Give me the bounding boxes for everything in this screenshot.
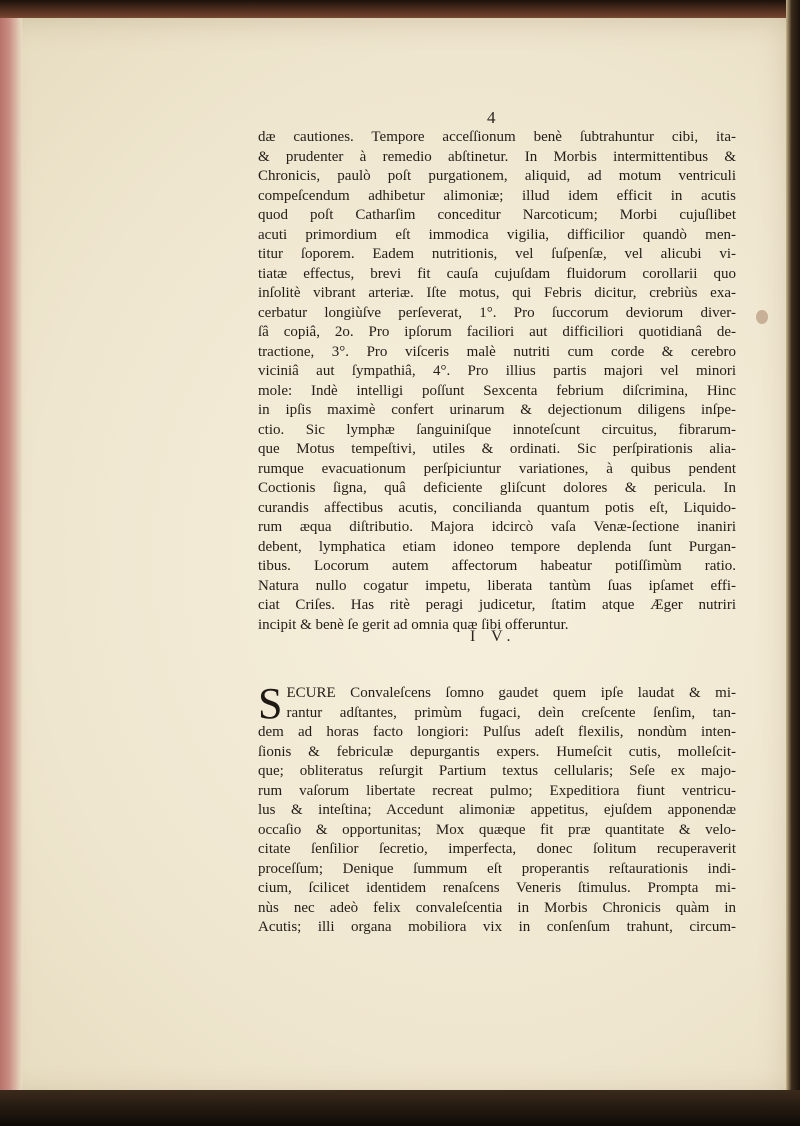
text-line: proceſſum; Denique ſummum eſt properantis reſtaurationis indi- <box>258 860 736 877</box>
text-line: Acutis; illi organa mobiliora vix in conſenſum trahunt, circum- <box>258 919 736 935</box>
paragraph-section-4 <box>258 679 736 938</box>
page-edge <box>0 18 22 1098</box>
text-line: curandis affectibus acutis, concilianda quantum potis eſt, Liquido- <box>258 499 736 516</box>
text-line: cerbatur longiùſve perſeverat, 1°. Pro ſuccorum deviorum diver- <box>258 304 736 321</box>
book-cover-edge <box>786 0 800 1126</box>
text-line: titur ſoporem. Eadem nutritionis, vel ſuſpenſæ, vel alicubi vi- <box>258 246 736 262</box>
text-line: dæ cautiones. Tempore acceſſionum benè ſubtrahuntur cibi, ita- <box>258 129 736 145</box>
text-line: tractione, 3°. Pro viſceris malè nutriti cum corde & cerebro <box>258 343 736 360</box>
text-line: incipit & benè ſe gerit ad omnia quæ ſibi offeruntur. <box>258 616 569 633</box>
text-line: occaſio & opportunitas; Mox quæque fit præ quantitate & velo- <box>258 821 736 838</box>
paper-stain <box>756 310 768 324</box>
section-heading: I V. <box>470 628 517 645</box>
text-line: ſâ copiâ, 2o. Pro ipſorum faciliori aut difficiliori quotidianâ de- <box>258 324 736 340</box>
page-number: 4 <box>487 108 496 127</box>
text-line: citate ſenſilior ſecretio, imperfecta, donec ſolitum recuperaverit <box>258 841 736 857</box>
text-line: dem ad horas facto longiori: Pulſus adeſt flexilis, nondùm inten- <box>258 724 736 740</box>
text-line: tibus. Locorum autem affectorum habeatur potiſſimùm ratio. <box>258 558 736 574</box>
text-line: cium, ſcilicet identidem renaſcens Veneris ſtimulus. Prompta mi- <box>258 880 736 896</box>
text-line: quod poſt Catharſim conceditur Narcoticum; Morbi cujuſlibet <box>258 207 736 223</box>
text-line: acuti primordium eſt immodica vigilia, difficilior quandò men- <box>258 226 736 243</box>
text-line: & prudenter à remedio abſtinetur. In Morbis intermittentibus & <box>258 148 736 165</box>
text-line: que Motus tempeſtivi, utiles & ordinati. Sic perſpirationis alia- <box>258 441 736 457</box>
drop-cap: S <box>258 679 283 728</box>
text-line: Chronicis, paulò poſt purgationem, aliquid, ad motum ventriculi <box>258 168 736 184</box>
text-line: ciat Criſes. Has ritè peragi judicetur, ſtatim atque Æger nutriri <box>258 597 736 613</box>
book-bottom-shadow <box>0 1090 800 1126</box>
paragraph-main <box>258 128 736 635</box>
text-line: rumque evacuationum perſpiciuntur variationes, à quibus pendent <box>258 460 736 477</box>
text-line: ECURE Convaleſcens ſomno gaudet quem ipſe laudat & mi- <box>286 685 736 701</box>
paragraph-section-4-body <box>258 723 736 938</box>
text-line: compeſcendum adhibetur alimoniæ; illud idem efficit in acutis <box>258 187 736 204</box>
text-line: inſolitè vibrant arteriæ. Iſte motus, qui Febris dicitur, crebriùs exa- <box>258 285 736 301</box>
text-line: lus & inteſtina; Accedunt alimoniæ appetitus, ejuſdem apponendæ <box>258 802 736 818</box>
text-line: que; obliteratus reſurgit Partium textus cellularis; Seſe ex majo- <box>258 763 736 779</box>
text-line: rum vaſorum libertate recreat pulmo; Expeditiora fiunt ventricu- <box>258 782 736 799</box>
text-line: Natura nullo cogatur impetu, liberata tantùm ſuas ipſamet effi- <box>258 577 736 594</box>
text-line: debent, lymphatica etiam idoneo tempore deplenda ſunt Purgan- <box>258 538 736 555</box>
text-line: tiatæ effectus, brevi fit cauſa cujuſdam fluidorum corollarii quo <box>258 265 736 282</box>
text-line: rantur adſtantes, primùm fugaci, deìn creſcente ſenſim, tan- <box>286 704 736 721</box>
text-line: ctio. Sic lymphæ ſanguiniſque innoteſcunt circuitus, fibrarum- <box>258 421 736 438</box>
text-line: rum æqua diſtributio. Majora idcircò vaſa Venæ-ſectione inaniri <box>258 519 736 535</box>
text-line: viciniâ aut ſympathiâ, 4°. Pro illius partis majori vel minori <box>258 363 736 379</box>
text-line: in ipſis maximè confert urinarum & dejectionum diligens inſpe- <box>258 402 736 418</box>
text-line: ſionis & febriculæ depurgantis expers. Humeſcit cutis, molleſcit- <box>258 743 736 760</box>
text-line: Coctionis ſigna, quâ deficiente gliſcunt dolores & pericula. In <box>258 480 736 496</box>
text-line: mole: Indè intelligi poſſunt Sexcenta febrium diſcrimina, Hinc <box>258 382 736 399</box>
text-line: nùs nec adeò felix convaleſcentia in Morbis Chronicis quàm in <box>258 899 736 916</box>
drop-cap-lines <box>258 679 736 728</box>
